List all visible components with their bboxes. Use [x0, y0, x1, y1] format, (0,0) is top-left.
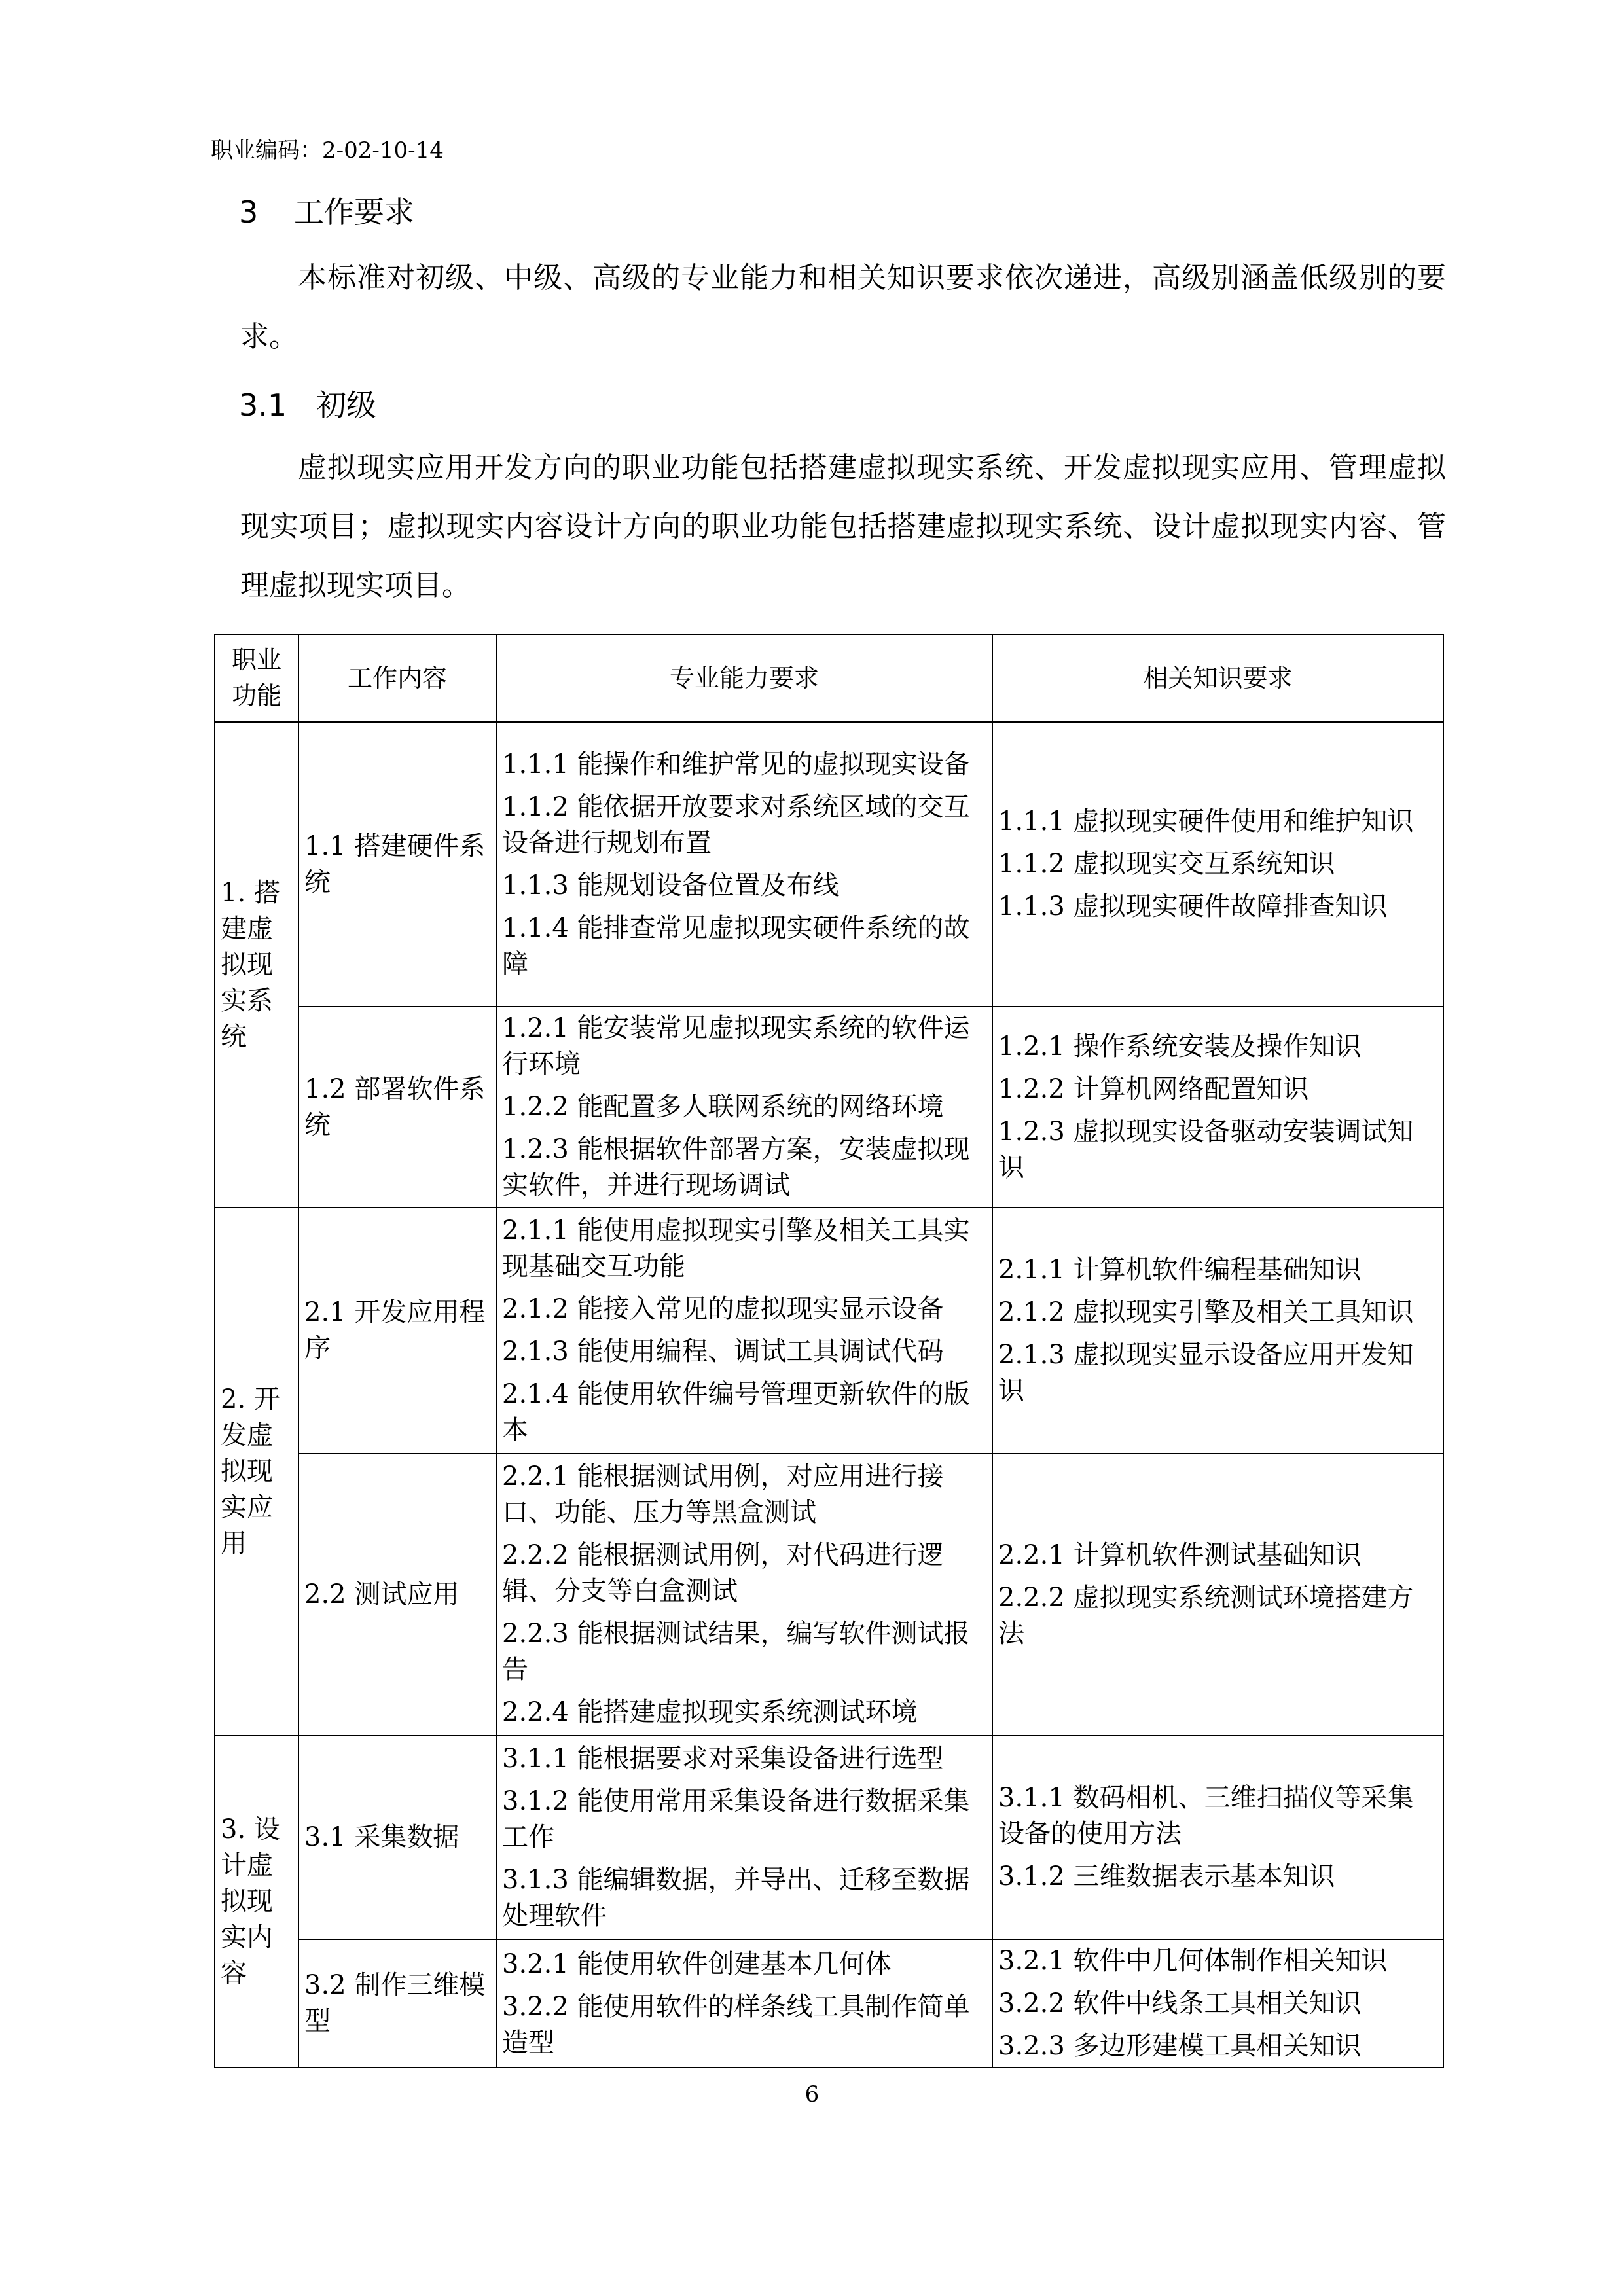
skill-item: 1.2.2 能配置多人联网系统的网络环境 [502, 1092, 944, 1122]
header-knowledge-requirements: 相关知识要求 [992, 634, 1443, 722]
skill-item: 3.1.2 能使用常用采集设备进行数据采集工作 [502, 1786, 970, 1852]
skill-item: 1.1.1 能操作和维护常见的虚拟现实设备 [502, 749, 970, 780]
section-3-1-title: 初级 [316, 387, 376, 423]
function-cell: 1. 搭建虚拟现实系统 [215, 722, 298, 1208]
skill-item: 2.2.4 能搭建虚拟现实系统测试环境 [502, 1697, 918, 1727]
table-row [215, 1007, 1443, 1208]
skill-item: 1.1.3 能规划设备位置及布线 [502, 870, 839, 901]
skill-item: 1.1.2 能依据开放要求对系统区域的交互设备进行规划布置 [502, 791, 970, 858]
skill-cell [496, 722, 992, 1007]
knowledge-item: 1.2.2 计算机网络配置知识 [998, 1073, 1309, 1104]
work-content-cell: 1.1 搭建硬件系统 [298, 722, 496, 1007]
knowledge-item: 3.1.2 三维数据表示基本知识 [998, 1861, 1335, 1892]
knowledge-cell [992, 1208, 1443, 1454]
section-3-title: 工作要求 [294, 194, 414, 230]
skill-cell [496, 1454, 992, 1736]
knowledge-item: 3.2.3 多边形建模工具相关知识 [998, 2030, 1362, 2061]
work-content-cell: 2.1 开发应用程序 [298, 1208, 496, 1454]
section-3-number: 3 [239, 194, 259, 230]
skill-item: 3.1.3 能编辑数据，并导出、迁移至数据处理软件 [502, 1865, 970, 1931]
knowledge-cell [992, 1736, 1443, 1939]
header-skill-requirements: 专业能力要求 [496, 634, 992, 722]
work-content-cell: 3.2 制作三维模型 [298, 1939, 496, 2068]
knowledge-item: 1.2.1 操作系统安装及操作知识 [998, 1031, 1362, 1062]
knowledge-item: 1.1.2 虚拟现实交互系统知识 [998, 849, 1335, 879]
skill-item: 3.2.1 能使用软件创建基本几何体 [502, 1948, 892, 1979]
knowledge-cell [992, 1007, 1443, 1208]
knowledge-item: 1.2.3 虚拟现实设备驱动安装调试知识 [998, 1116, 1414, 1183]
section-3-heading [239, 192, 414, 232]
table-row [215, 1454, 1443, 1736]
header-function: 职业功能 [215, 634, 298, 722]
knowledge-item: 3.1.1 数码相机、三维扫描仪等采集设备的使用方法 [998, 1783, 1414, 1849]
knowledge-item: 2.1.1 计算机软件编程基础知识 [998, 1255, 1362, 1285]
work-content-cell: 3.1 采集数据 [298, 1736, 496, 1939]
work-content-cell: 1.2 部署软件系统 [298, 1007, 496, 1208]
skill-item: 2.2.3 能根据测试结果，编写软件测试报告 [502, 1619, 970, 1685]
skill-cell [496, 1007, 992, 1208]
knowledge-item: 2.2.2 虚拟现实系统测试环境搭建方法 [998, 1583, 1414, 1649]
knowledge-cell [992, 722, 1443, 1007]
skill-item: 2.1.2 能接入常见的虚拟现实显示设备 [502, 1294, 944, 1324]
function-cell: 2. 开发虚拟现实应用 [215, 1208, 298, 1736]
skill-item: 1.2.1 能安装常见虚拟现实系统的软件运行环境 [502, 1013, 970, 1079]
knowledge-item: 3.2.1 软件中几何体制作相关知识 [998, 1945, 1388, 1976]
section-3-1-heading [239, 386, 376, 425]
section-3-1-number: 3.1 [239, 387, 287, 423]
skill-item: 2.2.2 能根据测试用例，对代码进行逻辑、分支等白盒测试 [502, 1540, 944, 1606]
section-3-intro: 本标准对初级、中级、高级的专业能力和相关知识要求依次递进，高级别涵盖低级别的要求。 [240, 261, 1446, 353]
knowledge-item: 3.2.2 软件中线条工具相关知识 [998, 1988, 1362, 2018]
section-3-1-intro: 虚拟现实应用开发方向的职业功能包括搭建虚拟现实系统、开发虚拟现实应用、管理虚拟现实项目；虚拟现实内容设计方向的职业功能包括搭建虚拟现实系统、设计虚拟现实内容、管理虚拟现实项目。 [240, 451, 1446, 602]
table-row [215, 1736, 1443, 1939]
skill-item: 2.1.4 能使用软件编号管理更新软件的版本 [502, 1379, 970, 1445]
skill-cell [496, 1736, 992, 1939]
table-row [215, 1939, 1443, 2068]
knowledge-item: 1.1.1 虚拟现实硬件使用和维护知识 [998, 806, 1414, 836]
skill-item: 1.2.3 能根据软件部署方案，安装虚拟现实软件，并进行现场调试 [502, 1134, 970, 1200]
page-number: 6 [804, 2081, 820, 2108]
table-header-row [215, 634, 1443, 722]
job-code: 职业编码：2-02-10-14 [211, 137, 444, 164]
skill-item: 2.2.1 能根据测试用例，对应用进行接口、功能、压力等黑盒测试 [502, 1462, 944, 1528]
knowledge-item: 2.1.2 虚拟现实引擎及相关工具知识 [998, 1297, 1414, 1327]
table-row [215, 722, 1443, 1007]
header-work-content: 工作内容 [298, 634, 496, 722]
knowledge-cell [992, 1939, 1443, 2068]
skill-cell [496, 1939, 992, 2068]
knowledge-cell [992, 1454, 1443, 1736]
knowledge-item: 1.1.3 虚拟现实硬件故障排查知识 [998, 891, 1388, 922]
requirements-table [214, 634, 1444, 2068]
table-row [215, 1208, 1443, 1454]
skill-item: 1.1.4 能排查常见虚拟现实硬件系统的故障 [502, 912, 970, 979]
function-cell: 3. 设计虚拟现实内容 [215, 1736, 298, 2068]
skill-cell [496, 1208, 992, 1454]
knowledge-item: 2.2.1 计算机软件测试基础知识 [998, 1540, 1362, 1570]
knowledge-item: 2.1.3 虚拟现实显示设备应用开发知识 [998, 1340, 1414, 1406]
skill-item: 2.1.1 能使用虚拟现实引擎及相关工具实现基础交互功能 [502, 1215, 970, 1282]
skill-item: 3.1.1 能根据要求对采集设备进行选型 [502, 1744, 944, 1774]
skill-item: 3.2.2 能使用软件的样条线工具制作简单造型 [502, 1991, 970, 2058]
work-content-cell: 2.2 测试应用 [298, 1454, 496, 1736]
skill-item: 2.1.3 能使用编程、调试工具调试代码 [502, 1336, 944, 1367]
